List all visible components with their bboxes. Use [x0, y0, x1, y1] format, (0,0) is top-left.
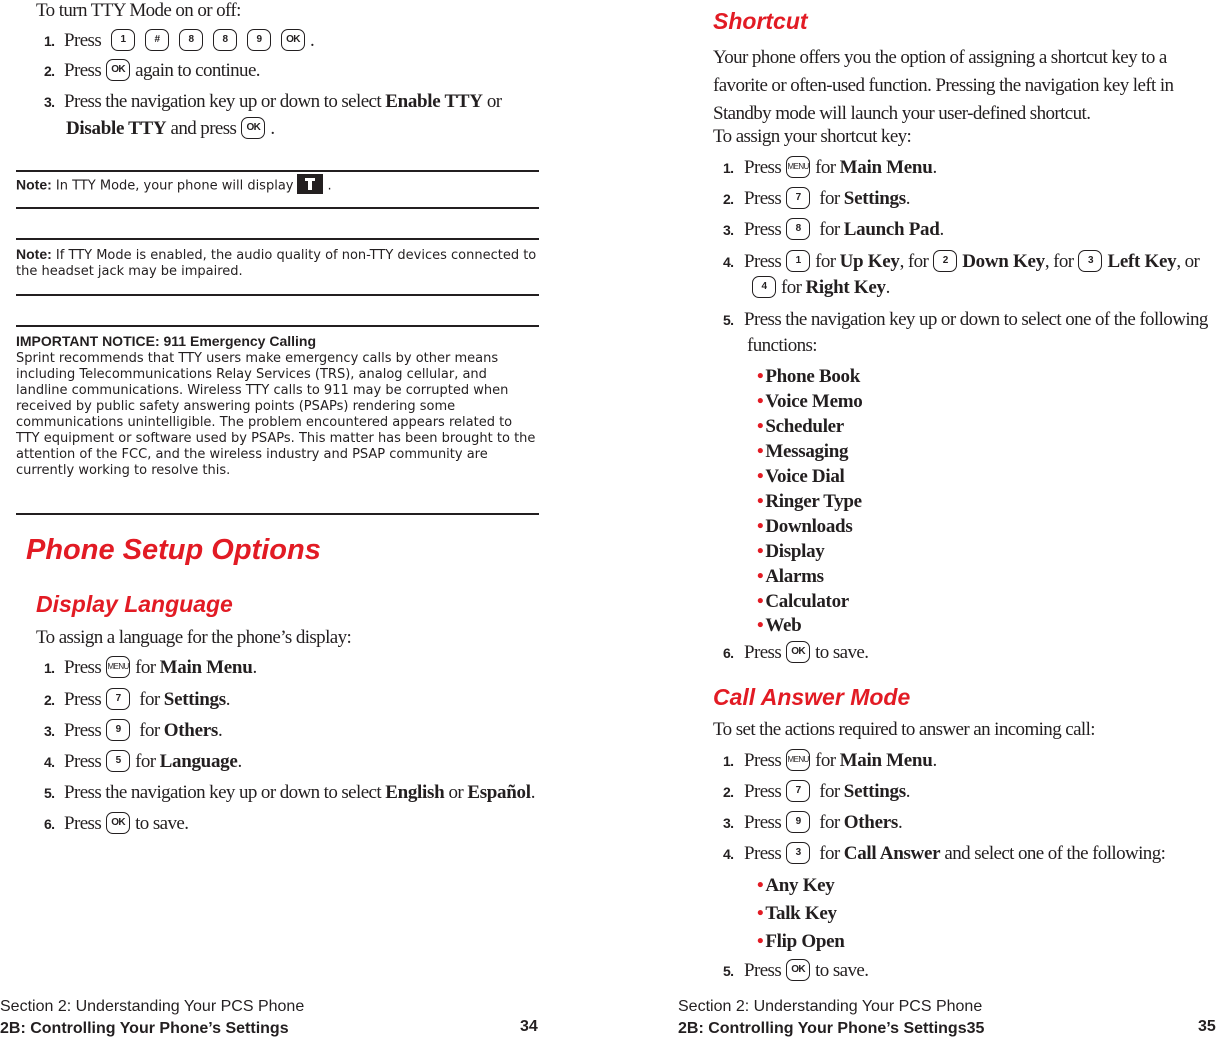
- key-1-icon: 1: [786, 250, 810, 272]
- key-5-icon: 5: [106, 750, 130, 772]
- key-ok-icon: OK: [241, 117, 265, 139]
- key-menu-icon: MENU: [786, 749, 810, 771]
- key-7-icon: 7: [786, 780, 810, 802]
- function-item: • Voice Dial: [757, 466, 845, 487]
- key-9-icon: 9: [786, 811, 810, 833]
- function-item: • Voice Memo: [757, 391, 863, 412]
- shortcut-intro: To assign your shortcut key:: [713, 126, 912, 147]
- important-title: IMPORTANT NOTICE: 911 Emergency Calling: [16, 333, 317, 349]
- footer-section: Section 2: Understanding Your PCS Phone: [0, 998, 305, 1015]
- key-menu-icon: MENU: [786, 156, 810, 178]
- key-3-icon: 3: [786, 842, 810, 864]
- section-title: Phone Setup Options: [26, 534, 321, 566]
- answer-option: • Flip Open: [757, 931, 845, 952]
- function-item: • Messaging: [757, 441, 849, 462]
- key-ok-icon: OK: [786, 959, 810, 981]
- divider: [16, 325, 539, 327]
- key-8-icon: 8: [786, 218, 810, 240]
- key-3-icon: 3: [1078, 250, 1102, 272]
- divider: [16, 513, 539, 515]
- page-number: 34: [520, 1018, 538, 1035]
- shortcut-paragraph: Your phone offers you the option of assigning a shortcut key to a favorite or often-used function. Pressing the navigation key left in Standby mode will launch your user-defined shortcut.: [713, 47, 1174, 124]
- key-9-icon: 9: [106, 719, 130, 741]
- note-tty-display: Note: In TTY Mode, your phone will display .: [16, 176, 541, 196]
- footer-chapter: 2B: Controlling Your Phone’s Settings: [0, 1020, 289, 1037]
- divider: [16, 207, 539, 209]
- answer-option: • Any Key: [757, 875, 835, 896]
- key-1-icon: 1: [111, 29, 135, 51]
- key-4-icon: 4: [752, 276, 776, 298]
- display-language-intro: To assign a language for the phone’s display:: [36, 627, 352, 648]
- key-8-icon: 8: [179, 29, 203, 51]
- display-language-title: Display Language: [36, 591, 233, 617]
- key-9-icon: 9: [247, 29, 271, 51]
- function-item: • Scheduler: [757, 416, 844, 437]
- divider: [16, 238, 539, 240]
- function-item: • Display: [757, 541, 825, 562]
- important-notice: [16, 333, 538, 479]
- function-item: • Web: [757, 615, 802, 636]
- call-answer-title: Call Answer Mode: [713, 684, 911, 710]
- key-7-icon: 7: [786, 187, 810, 209]
- tty-step-3-cont: Disable TTY and press OK .: [66, 118, 275, 139]
- key-7-icon: 7: [106, 688, 130, 710]
- key-2-icon: 2: [933, 250, 957, 272]
- function-item: • Alarms: [757, 566, 824, 587]
- tty-intro: To turn TTY Mode on or off:: [36, 0, 241, 21]
- page-number: 35: [1198, 1018, 1216, 1035]
- key-ok-icon: OK: [106, 812, 130, 834]
- divider: [16, 294, 539, 296]
- shortcut-step-4-cont: 4 for Right Key.: [747, 277, 890, 300]
- key-ok-icon: OK: [786, 641, 810, 663]
- shortcut-step-5-cont: functions:: [747, 335, 817, 356]
- tty-icon: [297, 174, 323, 194]
- footer-section: Section 2: Understanding Your PCS Phone: [678, 998, 983, 1015]
- shortcut-title: Shortcut: [713, 8, 808, 34]
- function-item: • Ringer Type: [757, 491, 862, 512]
- call-answer-intro: To set the actions required to answer an incoming call:: [713, 719, 1095, 740]
- function-item: • Downloads: [757, 516, 853, 537]
- divider: [16, 170, 539, 172]
- key-8-icon: 8: [213, 29, 237, 51]
- footer-chapter: 2B: Controlling Your Phone’s Settings35: [678, 1020, 985, 1037]
- function-item: • Calculator: [757, 591, 849, 612]
- function-item: • Phone Book: [757, 366, 861, 387]
- key-pound-icon: #: [145, 29, 169, 51]
- important-text: Sprint recommends that TTY users make emergency calls by other means including Telecommunications Relay Services (TRS), analog cellular, and landline communications. Wireless TTY calls to 911 may be corrupted when received by public safety answering points (PSAPs) rendering some communications unintelligible. The problem encountered appears related to TTY equipment or software used by PSAPs. This matter has been brought to the attention of the FCC, and the wireless industry and PSAP community are currently working to resolve this.: [16, 351, 536, 478]
- key-ok-icon: OK: [106, 59, 130, 81]
- key-menu-icon: MENU: [106, 656, 130, 678]
- answer-option: • Talk Key: [757, 903, 837, 924]
- note-audio-quality: Note: If TTY Mode is enabled, the audio quality of non-TTY devices connected to the headset jack may be impaired.: [16, 246, 537, 279]
- key-ok-icon: OK: [281, 29, 305, 51]
